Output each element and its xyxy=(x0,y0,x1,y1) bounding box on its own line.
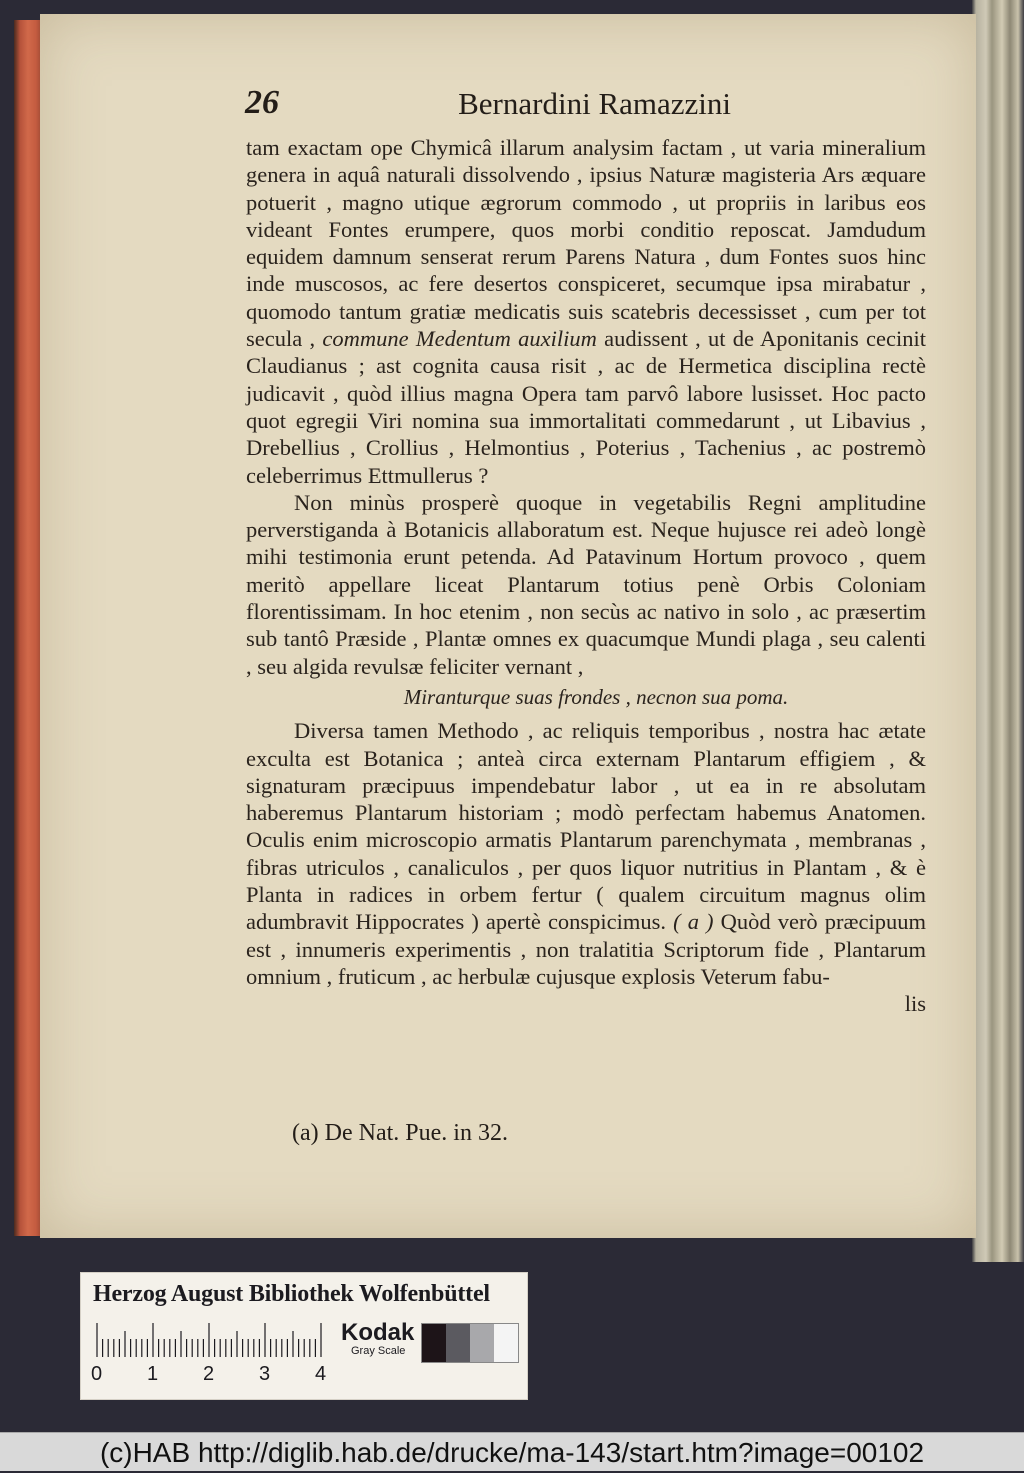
ruler-scale xyxy=(95,1323,323,1357)
ruler-label: 1 xyxy=(147,1363,159,1385)
gray-scale-swatches xyxy=(421,1323,519,1363)
kodak-logo: Kodak xyxy=(341,1319,415,1346)
ruler-label: 2 xyxy=(203,1363,215,1385)
ruler-label: 0 xyxy=(91,1363,103,1385)
color-calibration-card xyxy=(80,1272,528,1400)
page-number: 26 xyxy=(245,84,279,121)
paragraph-1-continued: audissent , ut de Aponitanis cecinit Claudianus ; ast cognita causa risit , ac de Hermetica disciplina rectè judicavit , quòd illius magna Opera tam parvô labore lusisset. Hoc pacto quot egregii Viri nomina sua immortalitati commedarunt , ut Libavius , Drebellius , Crollius , Helmontius , Poterius , Tachenius , ac postremò celeberrimus Ettmullerus ? xyxy=(246,326,926,488)
paragraph-3-text-b: Quòd verò præcipuum est , innumeris experimentis , non tralatitia Scriptorum fide , Plantarum omnium , fruticum , ac herbulæ cujusque explosis Veterum fabu- xyxy=(246,909,926,989)
paragraph-1-text: tam exactam ope Chymicâ illarum analysim factam , ut varia mineralium genera in aquâ naturali dissolvendo , ipsius Naturæ magisteria Ars æquare potuerit , magno utique ægrorum commodo , ut propriis in laribus eos videant Fontes erumpere, quos morbi conditio reposcat. Jamdudum equidem damnum senserat rerum Parens Natura , dum Fontes suos hinc inde muscosos, ac fere desertos conspiceret, secumque ipsa mirabatur , quomodo tantum gratiæ medicatis suis scatebris decessisset , cum per tot secula , xyxy=(246,135,926,352)
ruler-label: 4 xyxy=(315,1363,327,1385)
paragraph-3 xyxy=(246,717,926,990)
paragraph-1-italic: commune Medentum auxilium xyxy=(322,326,597,352)
verse-quote: Miranturque suas frondes , necnon sua poma. xyxy=(403,684,789,709)
swatch xyxy=(422,1324,446,1362)
paragraph-3-text-a: Diversa tamen Methodo , ac reliquis temporibus , nostra hac ætate exculta est Botanica ; anteà circa externam Plantarum effigiem , & signaturam præcipuus impendebatur labor , ut ea in re absolutam haberemus Plantarum historiam ; modò perfectam habemus Anatomen. Oculis enim microscopio armatis Plantarum parenchymata , membranas , fibras utriculos , canaliculos , per quos liquor nutritius in Plantam , & è Planta in radices in orbem fertur ( qualem circuitum magnus olim adumbravit Hippocrates ) apertè conspicimus. xyxy=(246,718,926,935)
source-url: (c)HAB http://diglib.hab.de/drucke/ma-143/start.htm?image=00102 xyxy=(0,1432,1024,1471)
library-name: Herzog August Bibliothek Wolfenbüttel xyxy=(93,1281,490,1307)
footnote: (a) De Nat. Pue. in 32. xyxy=(292,1120,508,1146)
gray-scale-label: Gray Scale xyxy=(351,1345,406,1357)
book-edge-right xyxy=(972,0,1024,1262)
swatch xyxy=(446,1324,470,1362)
header-title: Bernardini Ramazzini xyxy=(458,86,731,121)
paragraph-2: Non minùs prosperè quoque in vegetabilis Regni amplitudine perverstiganda à Botanicis allaboratum est. Neque hujusce rei adeò longè mihi testimonia erunt petenda. Ad Patavinum Hortum provoco , quem meritò appellare liceat Plantarum totius penè Orbis Coloniam florentissimam. In hoc etenim , non secùs ac nativo in solo , ac præsertim sub tantô Præside , Plantæ omnes ex quacumque Mundi plaga , seu calenti , seu algida revulsæ feliciter vernant , xyxy=(246,489,926,679)
swatch xyxy=(470,1324,494,1362)
paragraph-1 xyxy=(246,134,926,489)
catchword: lis xyxy=(904,991,926,1017)
running-head xyxy=(245,84,735,132)
ruler-label: 3 xyxy=(259,1363,271,1385)
body-text xyxy=(246,134,926,1018)
swatch xyxy=(494,1324,518,1362)
footnote-reference: ( a ) xyxy=(673,909,714,935)
ruler-labels xyxy=(89,1363,329,1389)
